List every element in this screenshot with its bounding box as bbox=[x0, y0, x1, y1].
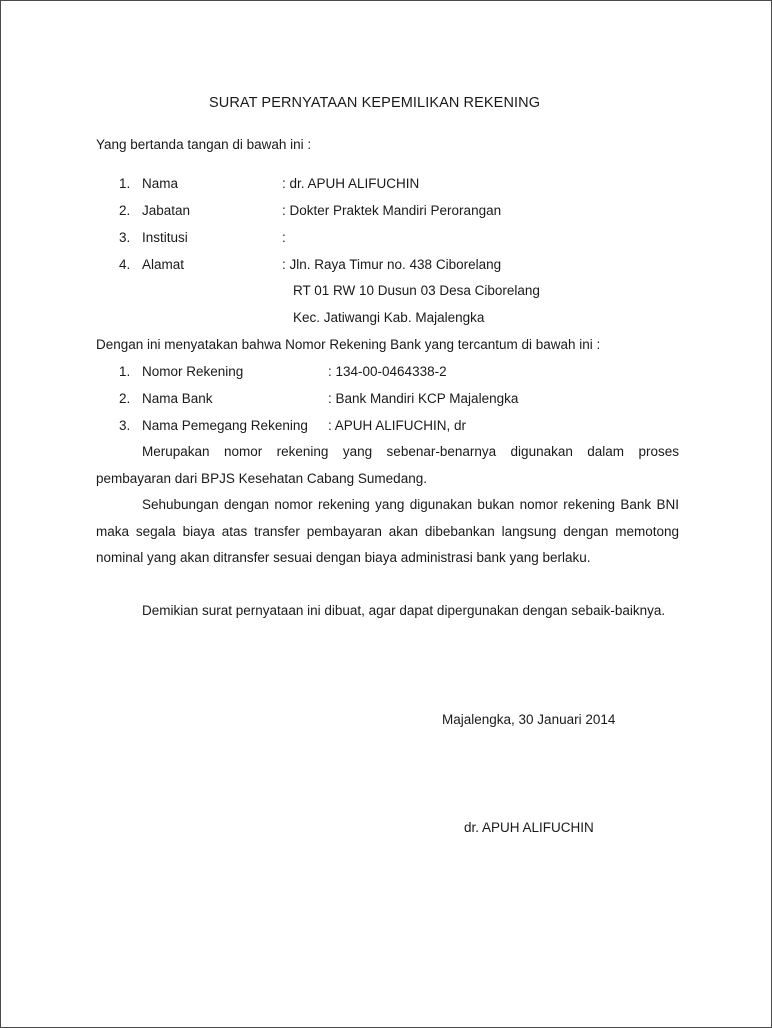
account-item-label: Nama Bank bbox=[142, 391, 213, 406]
identity-item-label: Alamat bbox=[142, 257, 185, 272]
body-paragraph-text: Sehubungan dengan nomor rekening yang digunakan bukan nomor rekening Bank BNI maka segala biaya atas transfer pembayaran akan dibebankan langsung dengan memotong nominal yang akan ditransfer sesuai dengan biaya administrasi bank yang berlaku. bbox=[96, 497, 679, 565]
page-title: SURAT PERNYATAAN KEPEMILIKAN REKENING bbox=[209, 95, 541, 111]
account-item-number: 3. bbox=[119, 418, 131, 433]
body-paragraph-text: Merupakan nomor rekening yang sebenar-benarnya digunakan dalam proses pembayaran dari BPJS Kesehatan Cabang Sumedang. bbox=[96, 444, 679, 486]
identity-item-label: Nama bbox=[142, 176, 179, 191]
place-date: Majalengka, 30 Januari 2014 bbox=[442, 712, 616, 727]
identity-item-number: 4. bbox=[119, 257, 131, 272]
account-item-number: 2. bbox=[119, 391, 131, 406]
identity-item-value: : Jln. Raya Timur no. 438 Ciborelang bbox=[282, 257, 502, 272]
body-paragraph bbox=[96, 439, 679, 492]
account-item-value: : 134-00-0464338-2 bbox=[328, 364, 447, 379]
account-item-label: Nomor Rekening bbox=[142, 364, 244, 379]
signatory-name: dr. APUH ALIFUCHIN bbox=[464, 820, 594, 835]
identity-item-label: Jabatan bbox=[142, 203, 191, 218]
intro-text: Yang bertanda tangan di bawah ini : bbox=[96, 137, 312, 152]
account-item-label: Nama Pemegang Rekening bbox=[142, 418, 308, 433]
body-paragraph bbox=[96, 492, 679, 572]
identity-item-value: : dr. APUH ALIFUCHIN bbox=[282, 176, 420, 191]
account-item-value: : Bank Mandiri KCP Majalengka bbox=[328, 391, 519, 406]
body-paragraph bbox=[96, 598, 679, 625]
identity-item-value: : Dokter Praktek Mandiri Perorangan bbox=[282, 203, 502, 218]
identity-item-value: : bbox=[282, 230, 286, 245]
statement-text: Dengan ini menyatakan bahwa Nomor Rekening Bank yang tercantum di bawah ini : bbox=[96, 337, 601, 352]
identity-item-number: 2. bbox=[119, 203, 131, 218]
address-line: RT 01 RW 10 Dusun 03 Desa Ciborelang bbox=[293, 283, 540, 298]
address-line: Kec. Jatiwangi Kab. Majalengka bbox=[293, 310, 485, 325]
account-item-value: : APUH ALIFUCHIN, dr bbox=[328, 418, 467, 433]
identity-item-label: Institusi bbox=[142, 230, 188, 245]
account-item-number: 1. bbox=[119, 364, 131, 379]
identity-item-number: 1. bbox=[119, 176, 131, 191]
body-paragraph-text: Demikian surat pernyataan ini dibuat, agar dapat dipergunakan dengan sebaik-baiknya. bbox=[142, 603, 666, 618]
identity-item-number: 3. bbox=[119, 230, 131, 245]
